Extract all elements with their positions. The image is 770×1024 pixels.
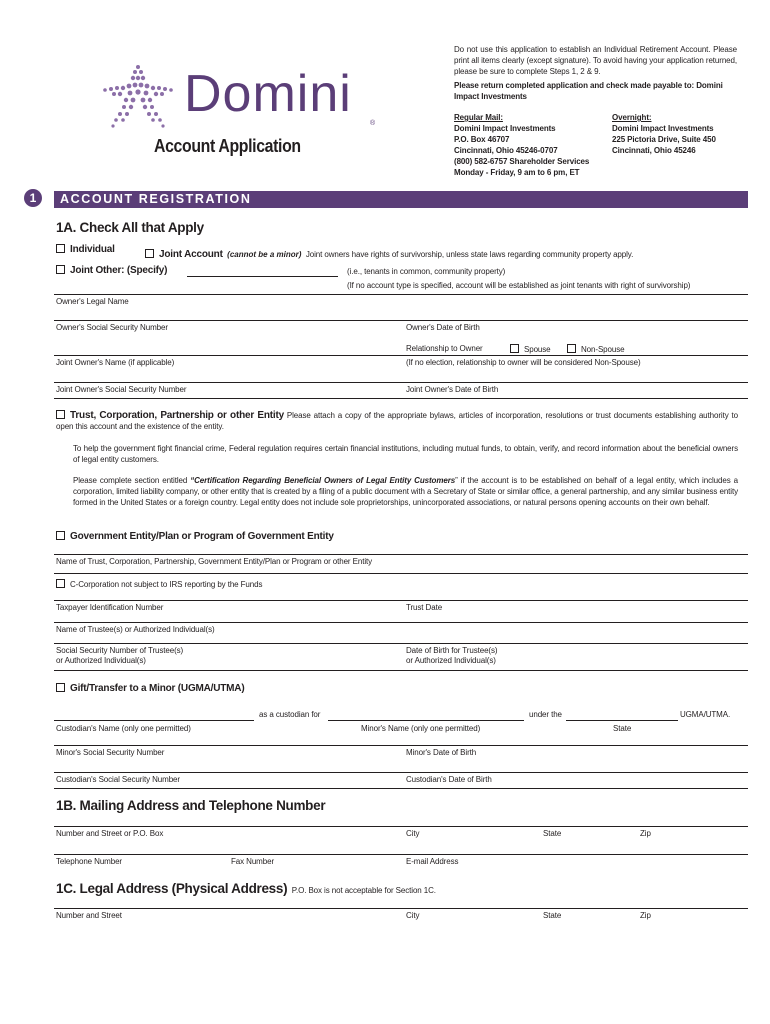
joint-note: Joint owners have rights of survivorship, unless state laws regarding community property apply. [305,250,634,259]
section-title: ACCOUNT REGISTRATION [60,192,252,206]
joint-other-example: (i.e., tenants in common, community property) [347,267,506,276]
section-number: 1 [29,191,37,205]
checkbox-icon [56,683,65,692]
custodian-ssn-label: Custodian's Social Security Number [56,775,180,784]
joint-other-note: (If no account type is specified, account will be established as joint tenants with right of survivorship) [347,281,691,290]
payable-note: Please return completed application and check made payable to: Domini Impact Investments [454,81,723,101]
checkbox-icon [56,410,65,419]
overnight-block [612,112,742,156]
trust-date-label: Trust Date [406,603,443,612]
section-bar [54,191,748,208]
individual-label: Individual [70,244,115,255]
trust-heading: Trust, Corporation, Partnership or other Entity [70,410,284,421]
city-label: City [406,829,420,838]
checkbox-icon [56,244,65,253]
trustee-ssn-field[interactable] [54,670,748,671]
state-field[interactable] [566,720,678,721]
ugma-utma-text: UGMA/UTMA. [680,710,731,719]
checkbox-icon [145,249,154,258]
joint-minor-note: (cannot be a minor) [227,250,302,259]
checkbox-icon [56,531,65,540]
divider [54,554,748,555]
joint-owner-name-label: Joint Owner's Name (if applicable) [56,358,175,367]
regular-mail-heading: Regular Mail: [454,113,503,122]
fax-label: Fax Number [231,857,275,866]
section-1a-title: 1A. Check All that Apply [56,220,204,235]
trustees-field[interactable] [54,643,748,644]
legal-state-label: State [543,911,562,920]
trust-checkbox[interactable] [56,410,738,432]
regular-mail-block [454,112,614,178]
relationship-label: Relationship to Owner [406,344,483,353]
checkbox-icon [510,344,519,353]
trust-paragraph: To help the government fight financial crime, Federal regulation requires certain financial institutions, including mutual funds, to obtain, verify, and record information about the beneficial owners of legal entity customers. [73,444,738,464]
owner-ssn-field[interactable] [54,355,748,356]
divider [54,600,748,601]
street-field[interactable] [54,826,748,827]
regular-mail-line: (800) 582-6757 Shareholder Services [454,157,590,166]
as-custodian-text: as a custodian for [259,710,321,719]
checkbox-icon [56,265,65,274]
trust-certification-paragraph [73,475,738,508]
checkbox-icon [567,344,576,353]
page-title: Account Application [154,136,301,156]
minor-dob-label: Minor's Date of Birth [406,748,477,757]
trustee-ssn-label [56,646,183,666]
non-spouse-checkbox[interactable] [567,344,624,354]
regular-mail-line: Domini Impact Investments [454,124,556,133]
checkbox-icon [56,579,65,588]
trustee-dob-label [406,646,497,666]
regular-mail-line: Monday - Friday, 9 am to 6 pm, ET [454,168,580,177]
joint-label: Joint Account [159,249,223,260]
brand-name: Domini [184,65,352,123]
ccorp-label: C-Corporation not subject to IRS reporting by the Funds [70,580,263,589]
spouse-label: Spouse [524,345,551,354]
joint-owner-name-field[interactable] [54,382,748,383]
joint-account-checkbox[interactable] [145,244,633,262]
individual-checkbox[interactable] [56,244,115,255]
label-line: or Authorized Individual(s) [406,656,496,665]
regular-mail-line: Cincinnati, Ohio 45246-0707 [454,146,558,155]
ugma-heading: Gift/Transfer to a Minor (UGMA/UTMA) [70,683,245,694]
label-line: or Authorized Individual(s) [56,656,146,665]
tin-field[interactable] [54,622,748,623]
ccorp-checkbox[interactable] [56,579,262,589]
overnight-line: Cincinnati, Ohio 45246 [612,146,696,155]
trademark: ® [370,120,376,127]
trust-heading-note: Please attach a copy of the appropriate bylaws, articles of incorporation, resolutions or trust documents establishing authority to open this account and the existence of the entity. [56,411,738,431]
regular-mail-line: P.O. Box 46707 [454,135,510,144]
certification-title: “Certification Regarding Beneficial Owners of Legal Entity Customers [190,476,456,485]
owner-name-field[interactable] [54,320,748,321]
star-logo-icon [100,62,180,132]
section-number-badge [24,189,42,207]
non-spouse-label: Non-Spouse [581,345,625,354]
custodian-ssn-field[interactable] [54,788,748,789]
minor-ssn-label: Minor's Social Security Number [56,748,165,757]
joint-owner-ssn-field[interactable] [54,398,748,399]
joint-owner-ssn-label: Joint Owner's Social Security Number [56,385,187,394]
gov-entity-checkbox[interactable] [56,531,334,542]
joint-other-checkbox[interactable] [56,265,167,276]
phone-label: Telephone Number [56,857,122,866]
minor-name-label: Minor's Name (only one permitted) [361,724,481,733]
joint-other-label: Joint Other: (Specify) [70,265,168,276]
custodian-dob-label: Custodian's Date of Birth [406,775,492,784]
spouse-checkbox[interactable] [510,344,551,354]
owner-ssn-label: Owner's Social Security Number [56,323,168,332]
trustees-label: Name of Trustee(s) or Authorized Individual(s) [56,625,215,634]
under-the-text: under the [529,710,562,719]
tin-label: Taxpayer Identification Number [56,603,164,612]
ugma-checkbox[interactable] [56,683,244,694]
legal-city-label: City [406,911,420,920]
para-text: ” if the account is to be established on behalf of a legal entity, which includes a corporation, limited liability company, or other entity that is created by a filing of a public document with a Secretary of State or similar office, a general partnership, and any similar business entity formed in the United States or a foreign country. Legal entity does not include sole proprietorships, unincorporated associations, or natural persons opening accounts on their own behalf. [73,476,738,507]
joint-other-field[interactable] [187,276,338,277]
section-1c-title: 1C. Legal Address (Physical Address) [56,881,288,896]
intro-text: Do not use this application to establish an Individual Retirement Account. Please print all items clearly (except signature). To avoid having your application returned, please be sure to complete Steps 1, 2 & 9. [454,45,737,76]
legal-street-field[interactable] [54,908,748,909]
zip-label: Zip [640,829,651,838]
para-text: Please complete section entitled [73,476,191,485]
custodian-name-field[interactable] [54,720,254,721]
section-1c-note: P.O. Box is not acceptable for Section 1C. [291,886,436,895]
section-1b-title: 1B. Mailing Address and Telephone Number [56,798,326,813]
label-line: Date of Birth for Trustee(s) [406,646,498,655]
minor-ssn-field[interactable] [54,772,748,773]
state-label: State [613,724,632,733]
legal-street-label: Number and Street [56,911,122,920]
divider [54,294,748,295]
joint-owner-dob-label: Joint Owner's Date of Birth [406,385,499,394]
email-label: E-mail Address [406,857,459,866]
overnight-line: Domini Impact Investments [612,124,714,133]
owner-name-label: Owner's Legal Name [56,297,129,306]
label-line: Social Security Number of Trustee(s) [56,646,184,655]
custodian-name-label: Custodian's Name (only one permitted) [56,724,191,733]
street-label: Number and Street or P.O. Box [56,829,164,838]
phone-field[interactable] [54,854,748,855]
minor-name-field[interactable] [328,720,524,721]
logo [100,62,390,156]
divider [54,745,748,746]
owner-dob-label: Owner's Date of Birth [406,323,480,332]
relationship-note: (If no election, relationship to owner will be considered Non-Spouse) [406,358,641,367]
state-label: State [543,829,562,838]
overnight-line: 225 Pictoria Drive, Suite 450 [612,135,716,144]
gov-heading: Government Entity/Plan or Program of Government Entity [70,531,334,542]
legal-zip-label: Zip [640,911,651,920]
entity-name-field[interactable] [54,573,748,574]
entity-name-label: Name of Trust, Corporation, Partnership, Government Entity/Plan or Program or other Entity [56,557,373,566]
overnight-heading: Overnight: [612,113,652,122]
section-1c-heading [56,880,436,898]
